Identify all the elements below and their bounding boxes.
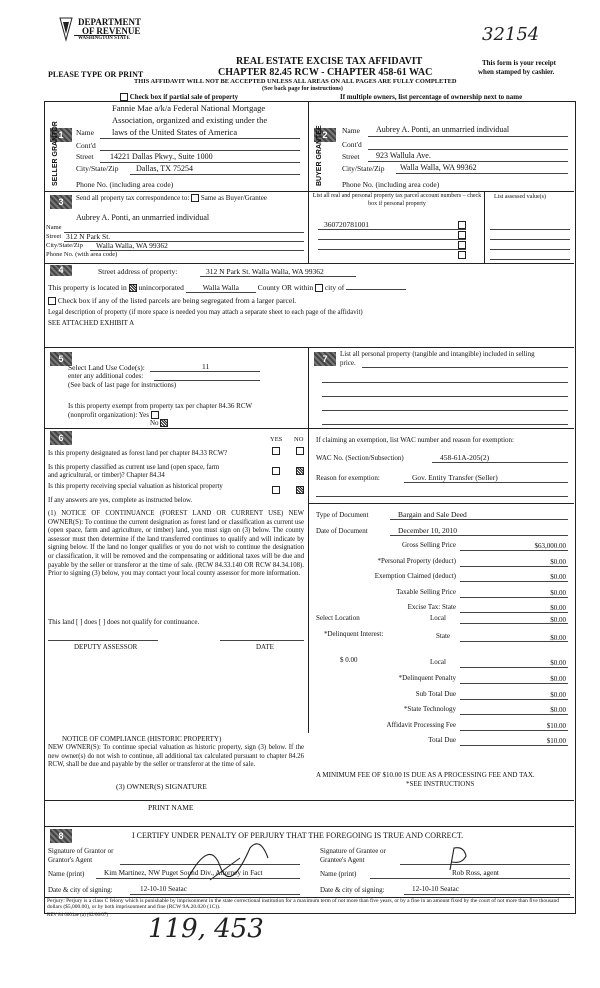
section-6-badge: 6 bbox=[50, 431, 72, 445]
s5-see-back: (See back of last page for instructions) bbox=[68, 381, 177, 389]
doc-date-label: Date of Document bbox=[316, 527, 368, 535]
s6-historic-box bbox=[48, 744, 304, 770]
s4-location-row bbox=[48, 283, 406, 293]
grantee-name-line bbox=[370, 878, 570, 879]
s7-line-4 bbox=[322, 410, 568, 411]
s1-name-line3: laws of the United States of America bbox=[112, 127, 238, 137]
s1-name-line2: Association, organized and existing under the bbox=[112, 115, 268, 125]
dept-line1: DEPARTMENT bbox=[78, 17, 142, 27]
s6-no-header: NO bbox=[294, 436, 304, 443]
assessed-line-2 bbox=[490, 239, 570, 240]
parcel-line-2 bbox=[318, 239, 466, 240]
form-title: REAL ESTATE EXCISE TAX AFFIDAVIT bbox=[236, 56, 423, 67]
buyer-grantee-label: BUYER GRANTEE bbox=[316, 125, 323, 186]
s6-print-name: PRINT NAME bbox=[148, 803, 194, 812]
tax-row-label: Gross Selling Price bbox=[401, 541, 456, 549]
logo-underline bbox=[74, 35, 126, 36]
parcel-header bbox=[312, 192, 482, 208]
tax-row-label: Total Due bbox=[428, 736, 456, 744]
ex-reason-underline bbox=[404, 482, 568, 483]
parcel-divider bbox=[484, 191, 485, 263]
ex-reason-val: Gov. Entity Transfer (Seller) bbox=[412, 473, 498, 482]
grantor-name: Kim Martinez, NW Puget Sound Div., Attorney in Fact bbox=[104, 869, 263, 877]
s4-county-label: County OR within bbox=[257, 283, 314, 292]
form-warning: THIS AFFIDAVIT WILL NOT BE ACCEPTED UNLESS ALL AREAS ON ALL PAGES ARE FULLY COMPLETED bbox=[134, 78, 457, 85]
s6-any-yes: If any answers are yes, complete as instructed below. bbox=[48, 497, 193, 504]
s2-phone-label: Phone No. (including area code) bbox=[342, 180, 440, 189]
tax-row-line bbox=[460, 581, 568, 582]
ex-divider bbox=[308, 503, 574, 504]
tax-row-value: $10.00 bbox=[546, 737, 566, 745]
tax-row-value: $10.00 bbox=[546, 721, 566, 730]
tax-row-value: $0.00 bbox=[550, 604, 566, 612]
grantor-sig-label1: Signature of Grantor or bbox=[48, 847, 114, 855]
form-border bbox=[44, 101, 576, 914]
tax-row-label: *Personal Property (deduct) bbox=[377, 556, 456, 565]
s4-city-blank bbox=[346, 289, 406, 290]
local-label: Local bbox=[430, 614, 446, 622]
tax-row-label: Exemption Claimed (deduct) bbox=[374, 572, 456, 580]
tax-row-line bbox=[460, 597, 568, 598]
q1-no-checkbox[interactable] bbox=[296, 447, 304, 455]
q3-yes-checkbox[interactable] bbox=[272, 486, 280, 494]
s7-bottom bbox=[308, 428, 574, 429]
s7-line-3 bbox=[322, 396, 568, 397]
tax-row-line bbox=[460, 699, 568, 700]
q1-yes-checkbox[interactable] bbox=[272, 447, 280, 455]
grantee-date: 12-10-10 Seatac bbox=[412, 885, 459, 893]
s1-name-line1: Fannie Mae a/k/a Federal National Mortgage bbox=[112, 103, 266, 113]
ex-reason-label: Reason for exemption: bbox=[316, 474, 380, 482]
grantor-date-label: Date & city of signing: bbox=[48, 886, 113, 894]
s5-land-use-label: Select Land Use Code(s): bbox=[68, 363, 145, 372]
state-label: State bbox=[436, 632, 450, 640]
tax-row-line bbox=[460, 566, 568, 567]
s2-street: 923 Wallula Ave. bbox=[376, 151, 431, 160]
city-checkbox[interactable] bbox=[315, 284, 323, 292]
q2-yes-checkbox[interactable] bbox=[272, 467, 280, 475]
s3-city-underline bbox=[90, 250, 304, 251]
s4-street: 312 N Park St. Walla Walla, WA 99362 bbox=[206, 267, 324, 276]
s3-bottom bbox=[44, 263, 574, 264]
s2-contd-label: Cont'd bbox=[342, 140, 362, 149]
s6-notice1: (1) NOTICE OF CONTINUANCE (FOREST LAND OR CURRENT USE) NEW OWNER(S): To continue the current designation as forest land or classification as current use (open space, farm and agriculture, or timber) land, you must sign on (3) below. The county assessor must then determine if the land transferred continues to qualify and will indicate by signing below. If the land no longer qualifies or you do not wish to continue the designation or classification, it will be removed and the compensating or additional taxes will be due and payable by the seller or transferor at the time of sale. (RCW 84.33.140 OR RCW 84.34.108). Prior to signing (3) below, you may contact your local county assessor for more information. bbox=[48, 510, 304, 578]
s4-legal: Legal description of property (if more space is needed you may attach a separate sheet to each page of the affidavit) bbox=[48, 309, 363, 316]
unincorporated-checkbox[interactable] bbox=[129, 284, 137, 292]
min-fee: A MINIMUM FEE OF $10.00 IS DUE AS A PROCESSING FEE AND TAX. bbox=[316, 771, 535, 779]
s3-send-row bbox=[76, 194, 267, 202]
partial-sale-label: Check box if partial sale of property bbox=[129, 93, 239, 101]
ex-wac-val: 458-61A-205(2) bbox=[440, 453, 490, 462]
doc-date-underline bbox=[390, 535, 568, 536]
assessed-line-4 bbox=[490, 259, 570, 260]
s6-land-qualify: This land [ ] does [ ] does not qualify for continuance. bbox=[48, 618, 200, 626]
s2-city-label: City/State/Zip bbox=[342, 164, 385, 173]
assessed-line-1 bbox=[490, 229, 570, 230]
grantor-signature bbox=[180, 828, 280, 888]
grantor-name-line bbox=[96, 878, 300, 879]
ex-wac-underline bbox=[432, 462, 568, 463]
section-3-badge: 3 bbox=[50, 195, 72, 209]
s6-historic-text: NEW OWNER(S): To continue special valuation as historic property, sign (3) below. If the new owner(s) do not wish to continue, all additional tax calculated pursuant to chapter 84.26 RCW, shall be due and payable by the seller or transferor at the time of sale. bbox=[48, 744, 304, 769]
doc-type-underline bbox=[390, 519, 568, 520]
tax-row-value: $0.00 bbox=[550, 557, 566, 566]
s6-deputy: DEPUTY ASSESSOR bbox=[74, 643, 138, 651]
s5-exempt-q2: (nonprofit organization): bbox=[68, 411, 138, 419]
s3-send-label: Send all property tax correspondence to: bbox=[76, 194, 190, 202]
q2-no-checkbox[interactable] bbox=[296, 467, 304, 475]
dept-line2: OF REVENUE bbox=[82, 26, 141, 36]
local2-underline bbox=[460, 667, 568, 668]
see-instructions: *SEE INSTRUCTIONS bbox=[406, 780, 475, 788]
s4-city-of: city of bbox=[324, 283, 345, 292]
s2-street-underline bbox=[368, 161, 568, 162]
section-4-badge: 4 bbox=[50, 265, 72, 276]
same-as-buyer-checkbox[interactable] bbox=[191, 194, 199, 202]
s5-bottom bbox=[44, 428, 308, 429]
s2-street-label: Street bbox=[342, 152, 360, 161]
rev-number: REV 84 0001ae (a) (02/06/07) bbox=[47, 913, 109, 918]
tax-row-label: Excise Tax: State bbox=[407, 603, 456, 611]
tax-row-value: $0.00 bbox=[550, 690, 566, 699]
s3-street: 312 N Park St. bbox=[66, 232, 111, 241]
s7-line-2 bbox=[322, 382, 568, 383]
segregated-checkbox[interactable] bbox=[48, 297, 56, 305]
parcel-header-text: List all real and personal property tax parcel account numbers – check box if personal property bbox=[312, 193, 482, 207]
s3-phone-label: Phone No. (with area code) bbox=[46, 251, 118, 258]
local2-label: Local bbox=[430, 658, 446, 666]
s1-city-underline bbox=[130, 174, 300, 175]
s1-name-label: Name bbox=[76, 128, 94, 137]
center-divider-mid bbox=[308, 347, 309, 733]
tax-row-label: *Delinquent Penalty bbox=[398, 674, 456, 682]
parcel-line-1 bbox=[318, 229, 466, 230]
ex-wac-label: WAC No. (Section/Subsection) bbox=[316, 454, 404, 462]
s4-located-label: This property is located in bbox=[48, 283, 127, 292]
ex-claim-label: If claiming an exemption, list WAC number and reason for exemption: bbox=[316, 436, 514, 444]
date-line bbox=[220, 640, 304, 641]
s5-land-use-underline bbox=[150, 371, 260, 372]
parcel-4-checkbox[interactable] bbox=[458, 251, 466, 259]
s4-segregated-row bbox=[48, 296, 296, 305]
s1-contd-underline bbox=[100, 150, 300, 151]
select-location: Select Location bbox=[316, 614, 360, 622]
s3-city-label: City/State/Zip bbox=[46, 242, 83, 249]
section-7-badge: 7 bbox=[314, 352, 336, 366]
tax-row-line bbox=[460, 714, 568, 715]
tax-row-label: Affidavit Processing Fee bbox=[386, 720, 456, 729]
s5-no-label: No bbox=[150, 419, 159, 427]
local2-value: $0.00 bbox=[550, 659, 566, 667]
exempt-no-checkbox[interactable] bbox=[160, 419, 168, 427]
owner-sig-line bbox=[44, 800, 574, 801]
s2-contd-underline bbox=[368, 149, 568, 150]
s1-phone-label: Phone No. (including area code) bbox=[76, 180, 174, 189]
tax-row-line bbox=[460, 745, 568, 746]
s6-q2a: Is this property classified as current use land (open space, farm bbox=[48, 464, 220, 471]
center-divider-top bbox=[308, 101, 309, 263]
s3-name-label: Name bbox=[46, 224, 62, 231]
s4-county-val: Walla Walla bbox=[186, 283, 256, 293]
tax-row-value: $0.00 bbox=[550, 573, 566, 581]
grantor-date: 12-10-10 Seatac bbox=[140, 885, 187, 893]
s6-q2b: and agricultural, or timber)? Chapter 84.34 bbox=[48, 472, 165, 479]
parcel-line-3 bbox=[318, 249, 466, 250]
tax-row-line bbox=[460, 683, 568, 684]
s4-see-exhibit: SEE ATTACHED EXHIBIT A bbox=[48, 319, 135, 327]
s7-text2: price. bbox=[340, 359, 356, 367]
s4-bottom bbox=[44, 347, 574, 348]
q3-no-checkbox[interactable] bbox=[296, 486, 304, 494]
parcel-2-checkbox[interactable] bbox=[458, 231, 466, 239]
delinquent-interest: *Delinquent Interest: bbox=[324, 630, 384, 638]
s1-street-label: Street bbox=[76, 152, 94, 161]
s2-city: Walla Walla, WA 99362 bbox=[400, 163, 477, 172]
s1-contd-label: Cont'd bbox=[76, 141, 96, 150]
s6-q3: Is this property receiving special valuation as historical property bbox=[48, 483, 223, 490]
perjury-box bbox=[47, 898, 572, 911]
s7-line-5 bbox=[322, 424, 568, 425]
s7-line-1 bbox=[362, 367, 568, 368]
s5-enter-additional: enter any additional codes: bbox=[68, 372, 144, 380]
grantee-sig-line bbox=[400, 864, 570, 865]
s5-exempt-row bbox=[68, 411, 159, 419]
tax-row-label: Taxable Selling Price bbox=[396, 587, 456, 596]
s1-city: Dallas, TX 75254 bbox=[136, 164, 193, 173]
state-value: $0.00 bbox=[550, 634, 566, 642]
handwritten-number: 32154 bbox=[482, 24, 540, 45]
grantee-date-line bbox=[404, 894, 570, 895]
please-type: PLEASE TYPE OR PRINT bbox=[48, 70, 144, 79]
s6-owner-sig: (3) OWNER(S) SIGNATURE bbox=[116, 782, 207, 791]
assessed-header: List assessed value(s) bbox=[494, 194, 546, 200]
s2-name-label: Name bbox=[342, 126, 360, 135]
s4-segregated: Check box if any of the listed parcels are being segregated from a larger parcel. bbox=[57, 296, 297, 305]
form-chapter: CHAPTER 82.45 RCW - CHAPTER 458-61 WAC bbox=[218, 67, 433, 78]
s5-land-use-val: 11 bbox=[202, 362, 210, 371]
dept-line3: WASHINGTON STATE bbox=[78, 36, 130, 41]
s1-street: 14221 Dallas Pkwy., Suite 1000 bbox=[110, 152, 213, 161]
doc-type-label: Type of Document bbox=[316, 511, 369, 519]
dollar-local-prefix: $ 0.00 bbox=[340, 656, 358, 664]
grantee-sig-label1: Signature of Grantee or bbox=[320, 847, 386, 855]
tax-row-value: $0.00 bbox=[550, 675, 566, 683]
s4-unincorporated: unincorporated bbox=[138, 283, 184, 292]
tax-row-value: $63,000.00 bbox=[534, 542, 566, 550]
s6-date: DATE bbox=[256, 643, 274, 651]
s2-name: Aubrey A. Ponti, an unmarried individual bbox=[376, 125, 510, 134]
doc-date-val: December 10, 2010 bbox=[398, 526, 457, 535]
s4-street-label: Street address of property: bbox=[98, 267, 178, 276]
tax-row-value: $0.00 bbox=[550, 588, 566, 597]
perjury-text: Perjury: Perjury is a class C felony which is punishable by imprisonment in the state correctional institution for a maximum term of not more than five years, or by a fine in an amount fixed by the court of not more than five thousand dollars ($5,000.00), or by both imprisonment and fine (RCW 9A.20.020 (1C)). bbox=[47, 898, 559, 911]
s6-historic-title: NOTICE OF COMPLIANCE (HISTORIC PROPERTY) bbox=[62, 735, 222, 743]
tax-row-label: *State Technology bbox=[403, 705, 456, 713]
grantee-date-label: Date & city of signing: bbox=[320, 886, 385, 894]
s1-city-label: City/State/Zip bbox=[76, 164, 119, 173]
s5-no-row bbox=[150, 419, 168, 427]
certify: I CERTIFY UNDER PENALTY OF PERJURY THAT THE FOREGOING IS TRUE AND CORRECT. bbox=[132, 831, 464, 840]
parcel-1-checkbox[interactable] bbox=[458, 221, 466, 229]
s3-same-label: Same as Buyer/Grantee bbox=[200, 194, 267, 202]
grantor-name-label: Name (print) bbox=[48, 870, 85, 878]
local-value: $0.00 bbox=[550, 616, 566, 624]
tax-row-label: Sub Total Due bbox=[415, 689, 456, 698]
s5-exempt-q1: Is this property exempt from property tax per chapter 84.36 RCW bbox=[68, 402, 253, 410]
parcel-3-checkbox[interactable] bbox=[458, 241, 466, 249]
s6-yes-header: YES bbox=[270, 436, 283, 443]
assessed-line-3 bbox=[490, 249, 570, 250]
see-back: (See back page for instructions) bbox=[262, 86, 343, 92]
s1-bottom bbox=[44, 191, 308, 192]
s4-street-underline bbox=[200, 276, 356, 277]
s2-name-underline bbox=[368, 136, 568, 137]
s7-text1: List all personal property (tangible and intangible) included in selling bbox=[340, 350, 535, 358]
tax-row-line bbox=[460, 730, 568, 731]
grantor-sig-label2: Grantor's Agent bbox=[48, 856, 93, 864]
tax-row-line bbox=[460, 550, 568, 551]
section-8-badge: 8 bbox=[50, 829, 72, 843]
ex-reason-line2 bbox=[316, 496, 568, 497]
section-2-badge: 2 bbox=[314, 128, 336, 142]
doc-type-val: Bargain and Sale Deed bbox=[398, 510, 467, 519]
section-1-badge: 1 bbox=[50, 128, 72, 142]
receipt-line2: when stamped by cashier. bbox=[478, 68, 555, 76]
s3-city: Walla Walla, WA 99362 bbox=[96, 241, 168, 250]
receipt-line1: This form is your receipt bbox=[482, 59, 557, 67]
s8-top bbox=[44, 826, 574, 827]
handwritten-footer: 119, 453 bbox=[148, 914, 264, 944]
s5-yes-label: Yes bbox=[138, 411, 149, 419]
grantor-date-line bbox=[130, 894, 300, 895]
s1-name-underline bbox=[100, 138, 300, 139]
grantee-name: Rob Ross, agent bbox=[452, 869, 499, 877]
grantee-name-label: Name (print) bbox=[320, 870, 357, 878]
grantee-sig-label2: Grantee's Agent bbox=[320, 856, 365, 864]
s6-q1: Is this property designated as forest land per chapter 84.33 RCW? bbox=[48, 450, 228, 457]
s2-city-underline bbox=[396, 173, 568, 174]
multiple-owners-label: If multiple owners, list percentage of ownership next to name bbox=[340, 93, 523, 101]
seller-grantor-label: SELLER GRANTOR bbox=[52, 121, 59, 186]
s3-street-label: Street bbox=[46, 233, 62, 240]
deputy-line bbox=[48, 640, 158, 641]
section-5-badge: 5 bbox=[50, 352, 72, 366]
s6-notice1-box bbox=[48, 510, 304, 579]
parcel-1: 360720781001 bbox=[324, 220, 369, 229]
tax-row-line bbox=[460, 612, 568, 613]
s1-street-underline bbox=[100, 162, 300, 163]
tax-row-value: $0.00 bbox=[550, 706, 566, 714]
s3-name-val: Aubrey A. Ponti, an unmarried individual bbox=[76, 213, 210, 222]
